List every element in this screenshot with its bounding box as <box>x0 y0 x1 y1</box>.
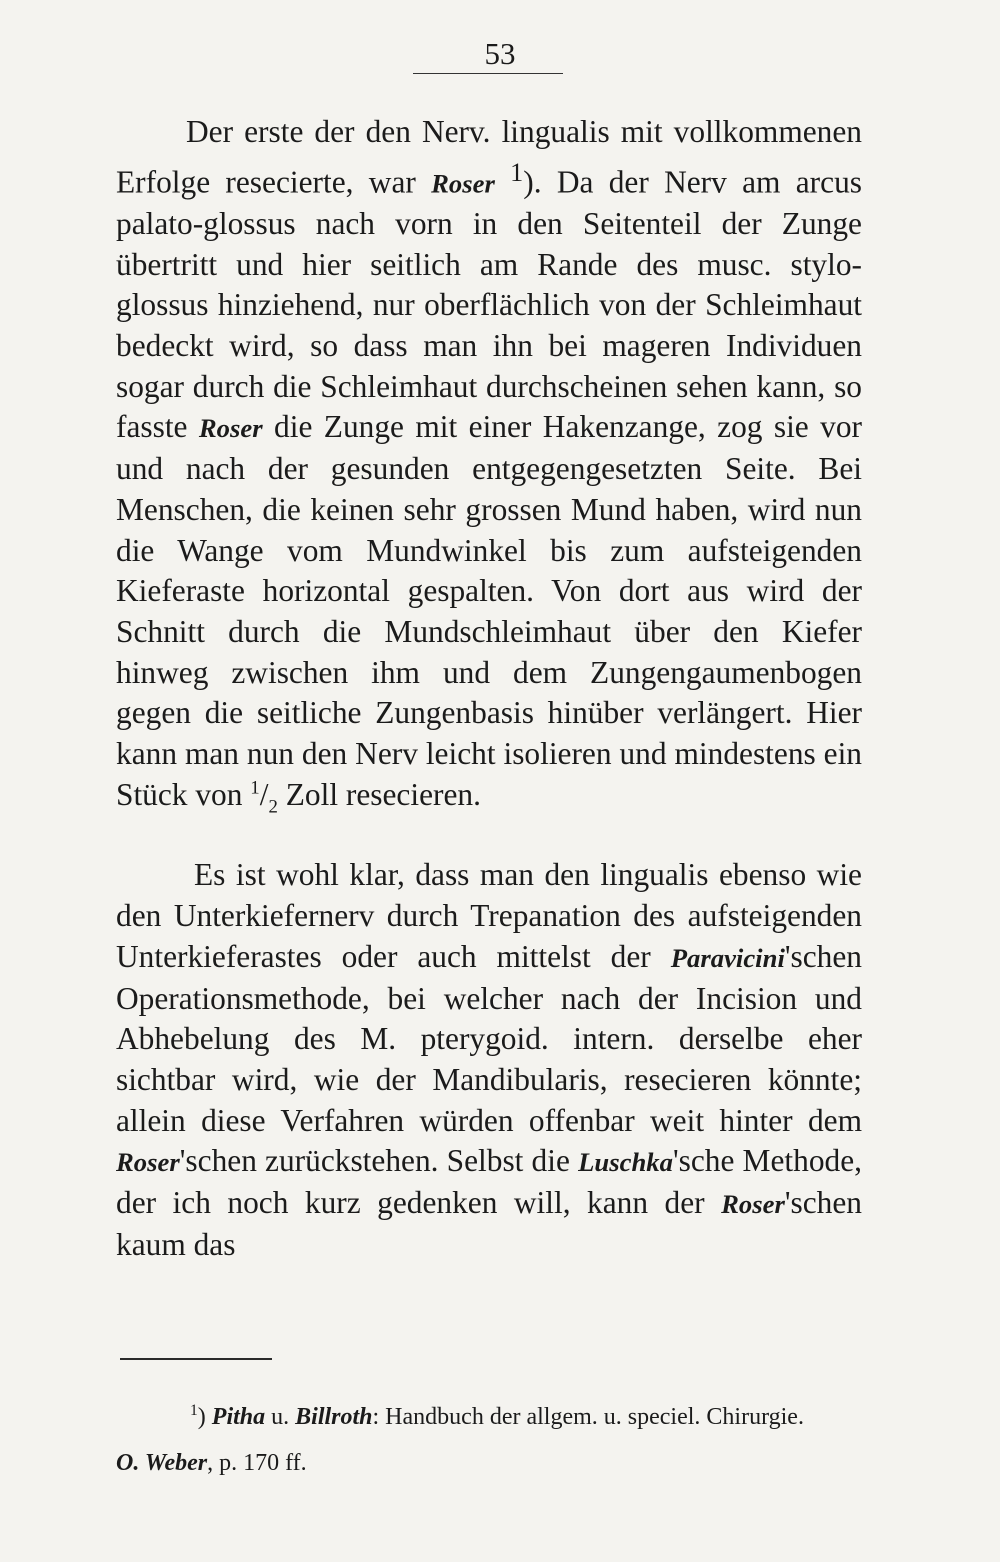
fraction-denominator: 2 <box>268 796 278 817</box>
text-run: Es ist wohl klar, dass man den lingualis ebenso wie den Unterkiefernerv durch Trepanation des aufsteigenden Unterkieferastes oder auch mittelst der <box>116 857 862 974</box>
text-run: 'schen Operationsmethode, bei welcher nach der Incision und Abhebelung des M. pterygoid. intern. derselbe eher sichtbar wird, wie der Mandibularis, resecieren könnte; allein diese Verfahren würden offenbar weit hinter dem <box>116 938 862 1138</box>
text-run: 'sche Methode, der ich noch kurz gedenken will, kann der <box>116 1143 862 1221</box>
body-text <box>116 112 862 1265</box>
footnote-marker-paren: ) <box>197 1404 206 1430</box>
header-rule <box>413 73 563 74</box>
paragraph-1 <box>116 112 862 815</box>
footnote-text: : Handbuch der allgem. u. speciel. Chirurgie. <box>372 1404 804 1430</box>
footnote-page-ref: , p. 170 ff. <box>207 1450 307 1476</box>
author-name: Luschka <box>578 1147 673 1178</box>
author-name: Pitha <box>211 1404 266 1430</box>
author-name: Paravicini <box>670 942 785 973</box>
author-name: Roser <box>198 413 263 444</box>
text-run: u. <box>265 1404 296 1430</box>
footnote-marker: 1 <box>190 1402 198 1419</box>
text-run: Der erste der den Nerv. lingualis mit vollkommenen Erfolge resecierte, war <box>116 114 862 200</box>
text-run: 'schen zurückstehen. Selbst die <box>179 1143 579 1179</box>
footnote <box>116 1388 864 1486</box>
text-run: Zoll resecieren. <box>277 776 481 812</box>
footnote-line <box>116 1388 864 1440</box>
fraction: $^1/_2$ <box>250 776 278 817</box>
page-number: 53 <box>484 36 516 71</box>
footnote-rule <box>120 1358 272 1360</box>
author-name: O. Weber <box>116 1450 208 1476</box>
author-name: Roser <box>116 1147 180 1178</box>
footnote-line <box>116 1440 864 1486</box>
author-name: Roser <box>431 168 495 199</box>
paragraph-2 <box>116 855 862 1265</box>
author-name: Billroth <box>295 1404 373 1430</box>
author-name: Roser <box>721 1189 785 1220</box>
fraction-numerator: 1 <box>250 777 260 799</box>
text-run: ). Da der Nerv am arcus palato-glossus nach vorn in den Seitenteil der Zunge übertritt und hier seitlich am Rande des musc. stylo-glossus hinziehend, nur oberflächlich von der Schleimhaut bedeckt wird, so dass man ihn bei mageren Individuen sogar durch die Schleimhaut durchscheinen sehen kann, so fasste <box>116 164 862 445</box>
text-run: die Zunge mit einer Hakenzange, zog sie vor und nach der gesunden entgegengesetzten Seite. Bei Menschen, die keinen sehr grossen Mund haben, wird nun die Wange vom Mundwinkel bis zum aufsteigenden Kieferaste horizontal gespalten. Von dort aus wird der Schnitt durch die Mundschleimhaut über den Kiefer hinweg zwischen ihm und dem Zungengaumenbogen gegen die seitliche Zungenbasis hinüber verlängert. Hier kann man nun den Nerv leicht isolieren und mindestens ein Stück von <box>116 409 862 812</box>
footnote-ref: 1 <box>510 157 524 187</box>
text-run: 'schen kaum das <box>116 1185 862 1262</box>
